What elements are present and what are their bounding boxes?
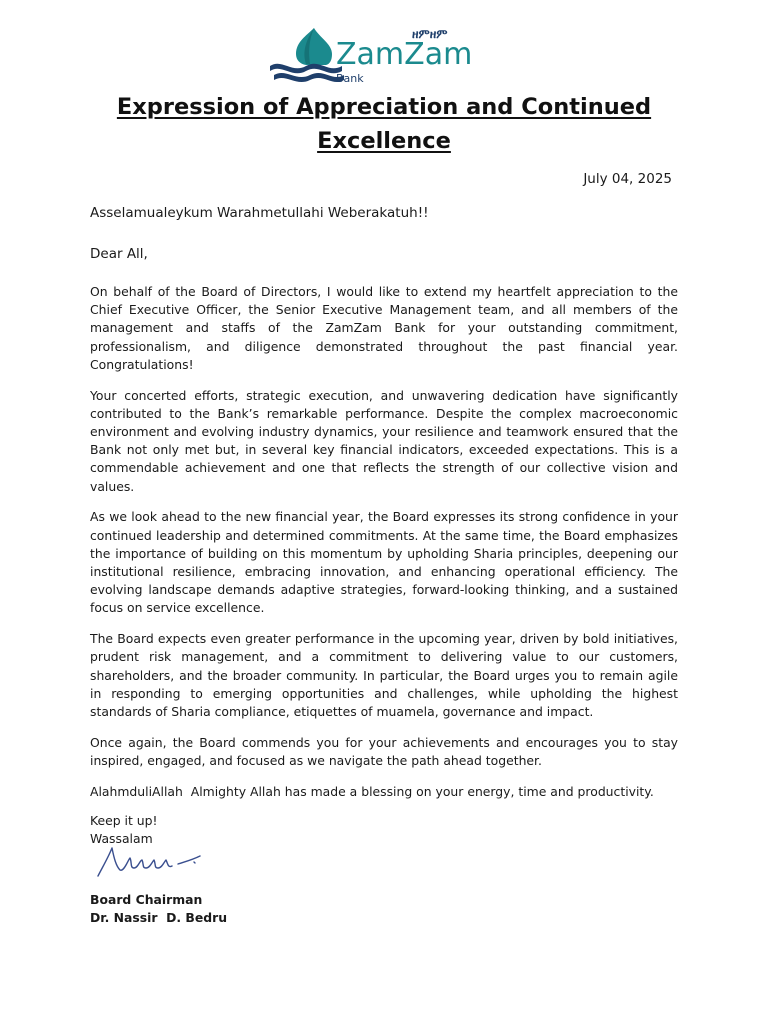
brand-wordmark: ZamZam: [336, 37, 473, 72]
logo-mark-icon: [266, 24, 473, 86]
letter-date: July 04, 2025: [583, 171, 672, 187]
letter-title: Expression of Appreciation and Continued Excellence: [116, 94, 652, 154]
body-paragraph: On behalf of the Board of Directors, I would like to extend my heartfelt appreciation to the Chief Executive Officer, the Senior Executive Management team, and all members of the management and staffs of the ZamZam Bank for your outstanding commitment, professionalism, and diligence demonstrated throughout the past financial year. Congratulations!: [90, 284, 678, 372]
letter-body: [90, 283, 678, 814]
body-paragraph: Your concerted efforts, strategic execution, and unwavering dedication have significantly contributed to the Bank’s remarkable performance. Despite the complex macroeconomic environment and evolving industry dynamics, your resilience and teamwork ensured that the Bank not only met but, in several key financial indicators, exceeded expectations. This is a commendable achievement and one that reflects the strength of our collective vision and values.: [90, 387, 678, 494]
brand-subtext: Bank: [336, 72, 364, 85]
closing-block: [90, 812, 157, 848]
signatory-name: Dr. Nassir D. Bedru: [90, 910, 228, 926]
body-paragraph: The Board expects even greater performance in the upcoming year, driven by bold initiatives, prudent risk management, and a commitment to delivering value to our customers, shareholders, and the broader community. In particular, the Board urges you to remain agile in responding to emerging opportunities and challenges, while upholding the highest standards of Sharia compliance, etiquettes of muamela, governance and impact.: [90, 631, 678, 720]
salutation: Dear All,: [90, 246, 148, 262]
ethiopic-brand-text: ዘምዘም: [412, 27, 448, 41]
closing-line: Keep it up!: [90, 813, 158, 828]
body-paragraph: As we look ahead to the new financial year, the Board expresses its strong confidence in your continued leadership and determined commitments. At the same time, the Board emphasizes the importance of building on this momentum by upholding Sharia principles, deepening our institutional resilience, embracing innovation, and enhancing operational efficiency. The evolving landscape demands adaptive strategies, forward-looking thinking, and a sustained focus on service excellence.: [90, 509, 678, 616]
zamzam-bank-logo: [266, 24, 473, 86]
body-paragraph: AlahmduliAllah Almighty Allah has made a blessing on your energy, time and productivity.: [90, 783, 654, 799]
signatory-block: [90, 891, 227, 927]
signatory-role: Board Chairman: [90, 892, 203, 907]
greeting: Asselamualeykum Warahmetullahi Weberakatuh!!: [90, 205, 429, 221]
closing-line: Wassalam: [90, 831, 153, 847]
body-paragraph: Once again, the Board commends you for your achievements and encourages you to stay inspired, engaged, and focused as we navigate the path ahead together.: [90, 734, 678, 769]
handwritten-signature: [94, 844, 204, 880]
